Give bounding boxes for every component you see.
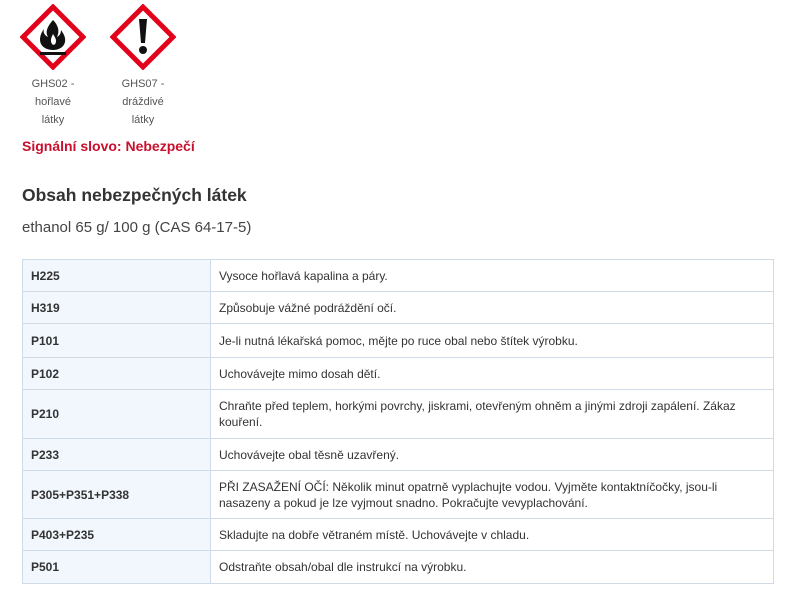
statement-code: P305+P351+P338 <box>23 471 211 519</box>
statement-text: Uchovávejte obal těsně uzavřený. <box>211 439 774 471</box>
table-row <box>23 260 774 292</box>
pictogram-list <box>20 4 176 129</box>
statement-text: Odstraňte obsah/obal dle instrukcí na výrobku. <box>211 551 774 584</box>
exclamation-icon <box>110 4 176 70</box>
pictogram-label: GHS07 - dráždivé látky <box>121 78 165 126</box>
statement-text: Vysoce hořlavá kapalina a páry. <box>211 260 774 292</box>
flame-icon <box>20 4 86 70</box>
statement-code: P501 <box>23 551 211 584</box>
statement-code: H225 <box>23 260 211 292</box>
table-row <box>23 324 774 358</box>
statement-text: Chraňte před teplem, horkými povrchy, jiskrami, otevřeným ohněm a jinými zdroji zapálení. Zákaz kouření. <box>211 390 774 439</box>
statement-code: P403+P235 <box>23 519 211 551</box>
table-row <box>23 439 774 471</box>
table-row <box>23 292 774 324</box>
statement-text: Způsobuje vážné podráždění očí. <box>211 292 774 324</box>
table-row <box>23 471 774 519</box>
hazard-statements-table <box>22 259 774 584</box>
pictogram-ghs07 <box>110 4 176 129</box>
section-title: Obsah nebezpečných látek <box>22 185 247 205</box>
signal-word: Signální slovo: Nebezpečí <box>22 138 195 154</box>
table-row <box>23 551 774 584</box>
statement-code: P102 <box>23 358 211 390</box>
statement-code: P210 <box>23 390 211 439</box>
statement-text: Je-li nutná lékařská pomoc, mějte po ruce obal nebo štítek výrobku. <box>211 324 774 358</box>
statement-code: H319 <box>23 292 211 324</box>
statement-text: Uchovávejte mimo dosah dětí. <box>211 358 774 390</box>
statement-text: PŘI ZASAŽENÍ OČÍ: Několik minut opatrně vyplachujte vodou. Vyjměte kontaktníčočky, jsou-li nasazeny a pokud je lze vyjmout snadno. Pokračujte vevyplachování. <box>211 471 774 519</box>
statement-code: P233 <box>23 439 211 471</box>
table-row <box>23 519 774 551</box>
pictogram-ghs02 <box>20 4 86 129</box>
substance-line: ethanol 65 g/ 100 g (CAS 64-17-5) <box>22 219 252 236</box>
table-row <box>23 390 774 439</box>
statement-text: Skladujte na dobře větraném místě. Uchovávejte v chladu. <box>211 519 774 551</box>
statement-code: P101 <box>23 324 211 358</box>
pictogram-label: GHS02 - hořlavé látky <box>31 78 75 126</box>
table-row <box>23 358 774 390</box>
